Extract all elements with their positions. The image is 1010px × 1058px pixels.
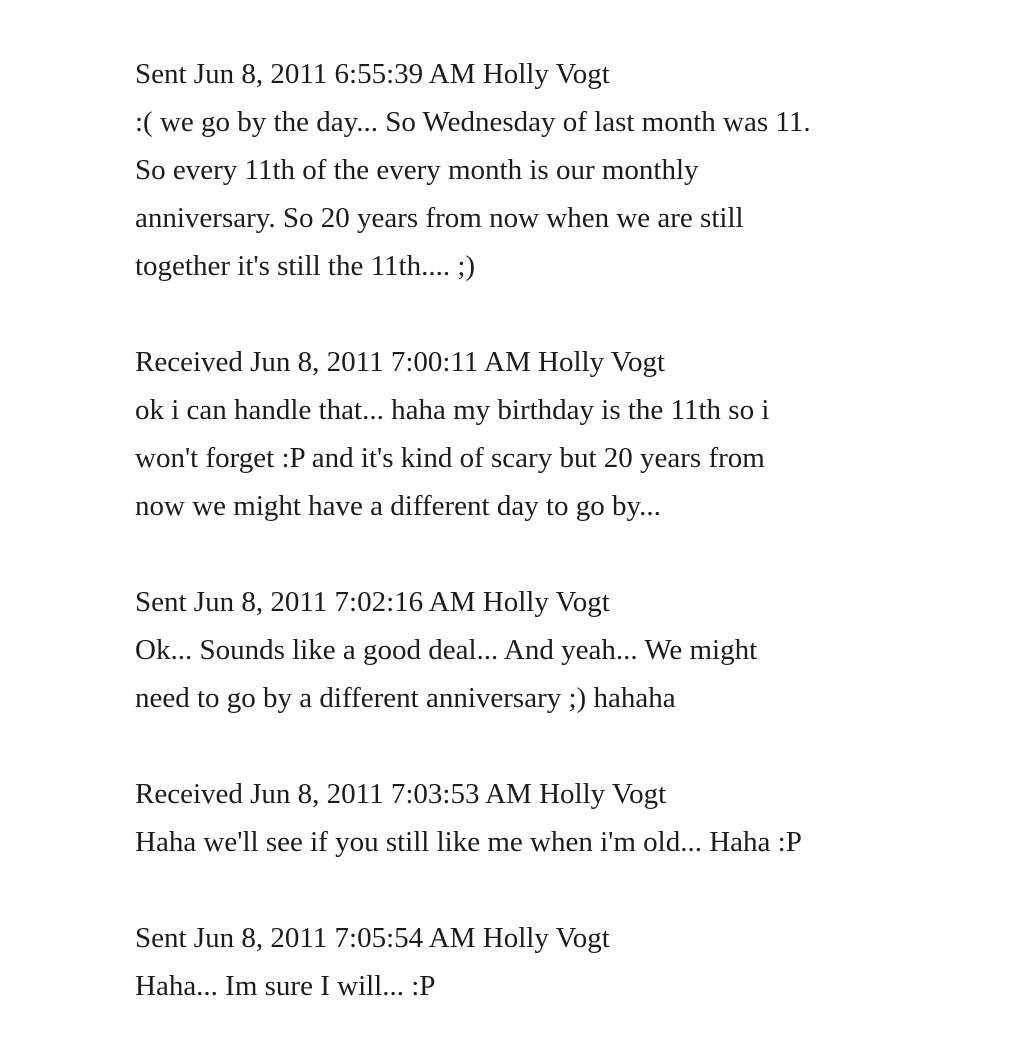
message-entry	[135, 770, 995, 866]
message-header: Sent Jun 8, 2011 7:02:16 AM Holly Vogt	[135, 586, 610, 618]
message-line: :( we go by the day... So Wednesday of last month was 11.	[135, 106, 811, 138]
message-entry	[135, 578, 995, 722]
message-entry	[135, 50, 995, 290]
message-entry	[135, 338, 995, 530]
message-header: Received Jun 8, 2011 7:03:53 AM Holly Vogt	[135, 778, 667, 810]
message-line: ok i can handle that... haha my birthday is the 11th so i	[135, 394, 770, 426]
message-line: together it's still the 11th.... ;)	[135, 250, 476, 282]
message-header: Sent Jun 8, 2011 6:55:39 AM Holly Vogt	[135, 58, 610, 90]
message-line: anniversary. So 20 years from now when we are still	[135, 202, 744, 234]
message-line: Ok... Sounds like a good deal... And yeah... We might	[135, 634, 758, 666]
message-header: Sent Jun 8, 2011 7:05:54 AM Holly Vogt	[135, 922, 610, 954]
message-line: now we might have a different day to go by...	[135, 490, 661, 522]
message-line: Haha... Im sure I will... :P	[135, 970, 436, 1002]
message-header: Received Jun 8, 2011 7:00:11 AM Holly Vogt	[135, 346, 666, 378]
message-line: need to go by a different anniversary ;) hahaha	[135, 682, 676, 714]
message-line: So every 11th of the every month is our monthly	[135, 154, 699, 186]
message-log	[135, 50, 995, 1058]
message-entry	[135, 914, 995, 1010]
message-line: won't forget :P and it's kind of scary but 20 years from	[135, 442, 765, 474]
message-line: Haha we'll see if you still like me when i'm old... Haha :P	[135, 826, 802, 858]
